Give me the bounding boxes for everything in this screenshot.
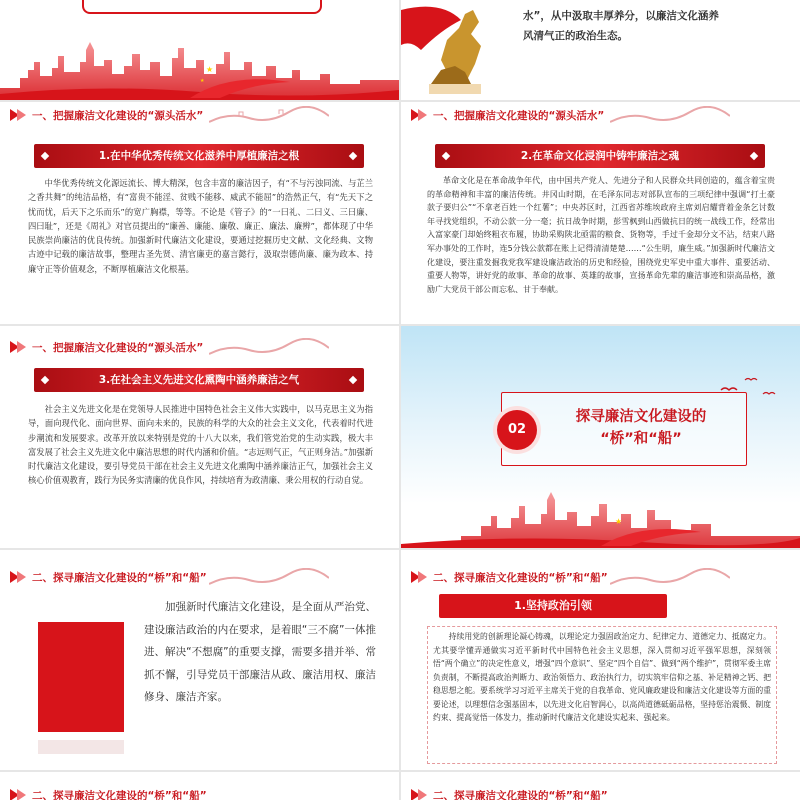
section-header — [0, 102, 399, 128]
section-cover-title-line1: 探寻廉洁文化建设的 — [575, 409, 707, 425]
chevron-right-icon — [17, 571, 26, 583]
section-header-text: 一、把握廉洁文化建设的“源头活水” — [32, 110, 204, 122]
body-paragraph: 革命文化是在革命战争年代，由中国共产党人、先进分子和人民群众共同创造的，蕴含着宝贵的革命精神和丰富的廉洁传统。井冈山时期，在毛泽东同志对部队宣布的三项纪律中强调“打土豪款子要归公”“不拿老百姓一个红薯”；中央苏区时，江西省苏维埃政府主席刘启耀背着金条乞讨数年寻找党组织，不动公款一分一毫；抗日战争时期，彭雪枫到山西做抗日的统一战线工作，经常出入富家豪门却始终粗衣布履，协助采购陕北亟需的粮食、货物等，手过千金却分文不沾，结束八路军办事处的工作时，连5分钱公款都在账上记得清清楚楚……“公生明，廉生威。”加强新时代廉洁文化建设，要注重发掘我党我军建设廉洁政治的历史和经验，围绕党史军史中重大事件、重要活动、重要人物等，讲好党的故事、革命的故事、英雄的故事，宣扬革命先辈的廉洁事迹和崇高品格，激励广大党员干部公而忘私、甘于奉献。 — [427, 176, 775, 294]
section-header-text: 一、把握廉洁文化建设的“源头活水” — [433, 110, 605, 122]
great-wall-icon — [209, 106, 329, 124]
top-right-line-2: 风清气正的政治生态。 — [523, 30, 628, 42]
slide-mid-left — [0, 102, 399, 324]
section-header — [0, 564, 399, 590]
chevron-right-icon — [418, 109, 427, 121]
body-paragraph: 加强新时代廉洁文化建设，是全面从严治党、建设廉洁政治的内在要求，是着眼“三不腐”一体推进、解决“不想腐”的重要支撑，需要多措并举、常抓不懈，引导党员干部廉洁从政、廉洁用权、廉洁修身、廉洁齐家。 — [144, 601, 376, 703]
chevron-right-icon — [17, 789, 26, 800]
section-number: 02 — [507, 422, 527, 437]
subsection-banner: 1.在中华优秀传统文化滋养中厚植廉洁之根 — [34, 144, 364, 168]
top-right-line-1: 水”，从中汲取丰厚养分，以廉洁文化涵养 — [523, 10, 719, 22]
section-header — [0, 334, 399, 360]
chevron-right-icon — [418, 789, 427, 800]
golden-statue-icon — [401, 0, 511, 100]
section-header-text: 二、探寻廉洁文化建设的“桥”和“船” — [32, 572, 207, 584]
red-image-block-shadow — [38, 740, 124, 754]
great-wall-icon — [209, 338, 329, 356]
chevron-right-icon — [17, 109, 26, 121]
svg-text:★: ★ — [615, 517, 623, 526]
section-header — [401, 782, 800, 800]
section-header-text: 二、探寻廉洁文化建设的“桥”和“船” — [433, 790, 608, 800]
subsection-banner: 2.在革命文化浸润中铸牢廉洁之魂 — [435, 144, 765, 168]
red-skyline-icon — [0, 32, 399, 100]
great-wall-icon — [610, 568, 730, 586]
section-header — [0, 782, 399, 800]
section-header-text: 二、探寻廉洁文化建设的“桥”和“船” — [433, 572, 608, 584]
slide-top-right — [401, 0, 800, 100]
subsection-banner: 3.在社会主义先进文化熏陶中涵养廉洁之气 — [34, 368, 364, 392]
slide-footer-right — [401, 772, 800, 800]
column-divider — [399, 0, 401, 800]
section-header — [401, 102, 800, 128]
section-number-badge — [497, 410, 537, 450]
chevron-right-icon — [17, 341, 26, 353]
slide-bottom-right — [401, 550, 800, 770]
section-header-text: 二、探寻廉洁文化建设的“桥”和“船” — [32, 790, 207, 800]
chevron-right-icon — [418, 571, 427, 583]
subsection-banner-text: 1.坚持政治引领 — [514, 599, 592, 612]
great-wall-icon — [610, 106, 730, 124]
section-header-text: 一、把握廉洁文化建设的“源头活水” — [32, 342, 204, 354]
slide-lower-right — [401, 326, 800, 548]
body-paragraph: 持续用党的创新理论凝心铸魂，以理论定力强固政治定力、纪律定力、道德定力、抵腐定力。尤其要学懂弄通做实习近平新时代中国特色社会主义思想，深入贯彻习近平强军思想，深刻领悟“两个确立”的决定性意义，增强“四个意识”、坚定“四个自信”、做到“两个维护”，贯彻军委主席负责制，不断提高政治判断力、政治领悟力、政治执行力，切实筑牢信仰之基、补足精神之钙、把稳思想之舵。要系统学习习近平主席关于党的自我革命、党风廉政建设和廉洁文化建设等方面的重要论述，以理想信念强基固本，以先进文化启智润心，以高尚道德砥砺品格，坚持惩治震慑、制度约束、提高觉悟一体发力，推动新时代廉洁文化建设实起来、强起来。 — [433, 632, 771, 722]
red-skyline-icon — [401, 486, 800, 548]
top-right-text — [523, 6, 793, 46]
slide-footer-left — [0, 772, 399, 800]
slide-lower-left — [0, 326, 399, 548]
svg-text:★: ★ — [206, 65, 214, 74]
svg-text:★: ★ — [200, 78, 205, 84]
body-paragraph: 社会主义先进文化是在党领导人民推进中国特色社会主义伟大实践中，以马克思主义为指导，面向现代化、面向世界、面向未来的，民族的科学的大众的社会主义文化，代表着时代进步潮流和发展要求。改革开放以来特别是党的十八大以来，我们管党治党的生动实践，极大丰富发展了社会主义先进文化中廉洁思想的时代内涵和价值。“志远则气正，气正则身洁。”加强新时代廉洁文化建设，要引导党员干部在社会主义先进文化熏陶中涵养廉洁正气，加强社会主义核心价值观教育，践行为民务实清廉的优良作风，持续培育为政清廉、秉公用权的行动自觉。 — [28, 404, 373, 486]
slide-bottom-left — [0, 550, 399, 770]
great-wall-icon — [209, 568, 329, 586]
slide-top-left — [0, 0, 399, 100]
subsection-banner — [439, 594, 667, 618]
section-cover-title — [541, 406, 741, 450]
section-header — [401, 564, 800, 590]
title-box-bottom — [82, 0, 322, 14]
red-image-block — [38, 622, 124, 732]
slide-mid-right — [401, 102, 800, 324]
section-cover-title-line2: “桥”和“船” — [600, 431, 682, 447]
body-paragraph: 中华优秀传统文化源远流长、博大精深，包含丰富的廉洁因子，有“不与污浊同流、与芷兰之香共舞”的纯洁品格，有“富贵不能淫、贫贱不能移、威武不能屈”的浩然正气，有“先天下之忧而忧，后天下之乐而乐”的宽广胸襟，等等。不论是《管子》的“一曰礼、二曰义、三曰廉、四曰耻”，还是《周礼》对官员提出的“廉善、廉能、廉敬、廉正、廉法、廉辨”，都体现了中华民族崇尚廉洁的优良传统。加强新时代廉洁文化建设，要通过挖掘历史文献、文化经典、文物古迹中记载的廉洁故事，整理古圣先贤、清官廉吏的嘉言懿行，汲取崇德尚廉、廉为政本、持廉守正等价值观念，不断厚植廉洁文化根基。 — [28, 178, 373, 274]
